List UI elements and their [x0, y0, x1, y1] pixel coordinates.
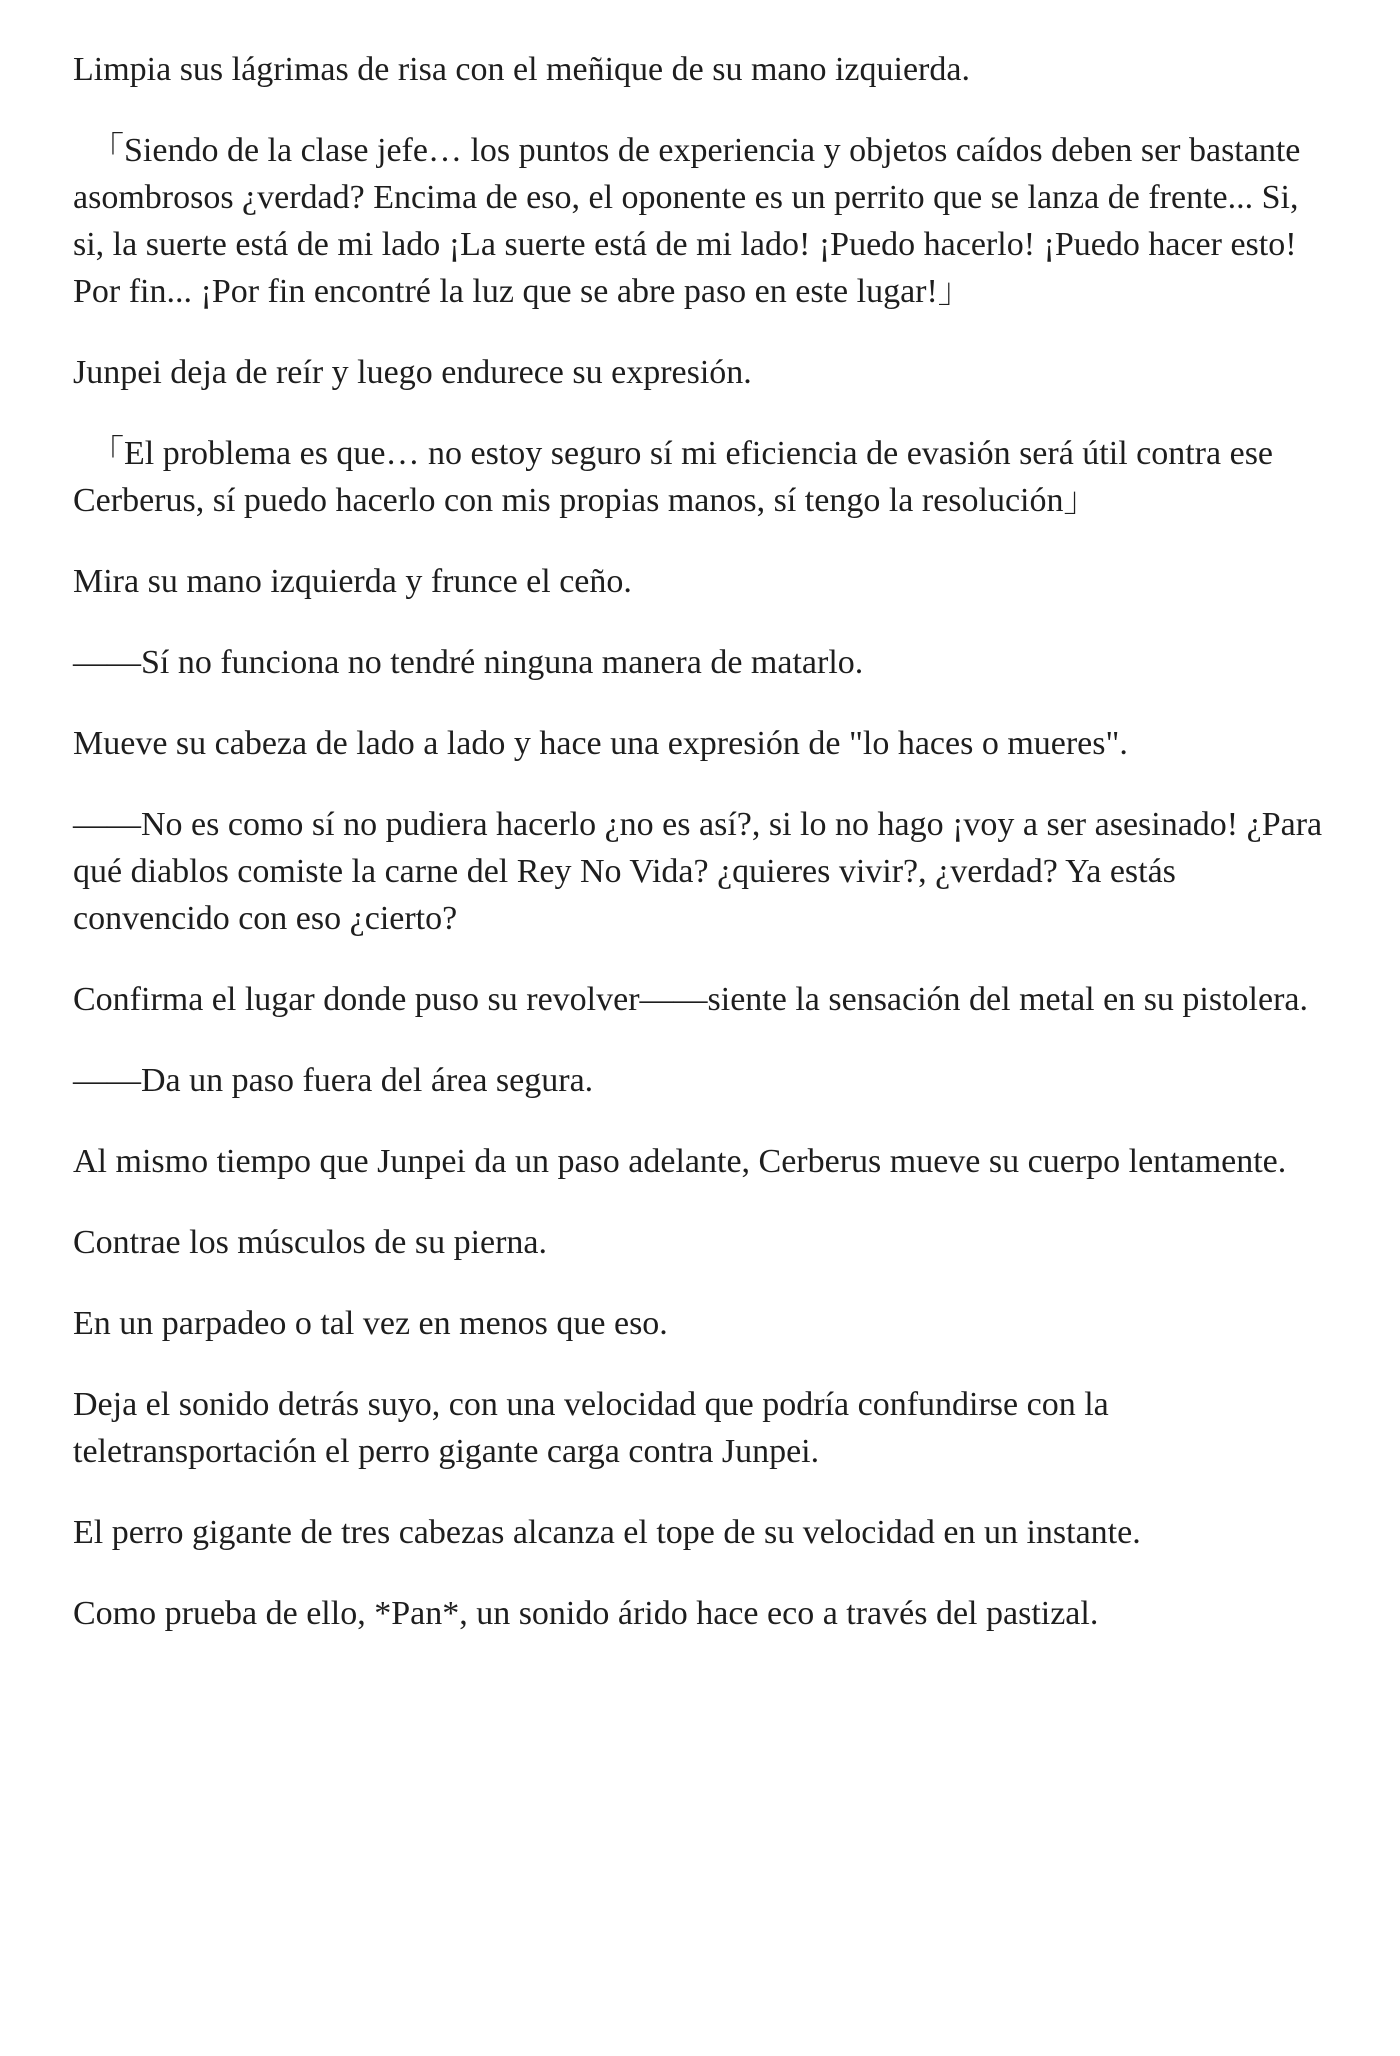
paragraph-14: Deja el sonido detrás suyo, con una velocidad que podría confundirse con la teletransportación el perro gigante carga contra Junpei. — [73, 1386, 1109, 1470]
paragraph-13: En un parpadeo o tal vez en menos que eso. — [73, 1305, 668, 1342]
paragraph-1: Limpia sus lágrimas de risa con el meñique de su mano izquierda. — [73, 51, 970, 88]
paragraph-8: ——No es como sí no pudiera hacerlo ¿no es así?, si lo no hago ¡voy a ser asesinado! ¿Para qué diablos comiste la carne del Rey No Vida? ¿quieres vivir?, ¿verdad? Ya estás convencido con eso ¿cierto? — [73, 806, 1323, 937]
paragraph-2: 「Siendo de la clase jefe… los puntos de experiencia y objetos caídos deben ser bastante asombrosos ¿verdad? Encima de eso, el oponente es un perrito que se lanza de frente... Si, si, la suerte está de mi lado ¡La suerte está de mi lado! ¡Puedo hacerlo! ¡Puedo hacer esto! Por fin... ¡Por fin encontré la luz que se abre paso en este lugar!」 — [73, 132, 1301, 310]
paragraph-5: Mira su mano izquierda y frunce el ceño. — [73, 563, 632, 600]
paragraph-6: ——Sí no funciona no tendré ninguna manera de matarlo. — [73, 644, 864, 681]
paragraph-11: Al mismo tiempo que Junpei da un paso adelante, Cerberus mueve su cuerpo lentamente. — [73, 1143, 1287, 1180]
paragraph-15: El perro gigante de tres cabezas alcanza el tope de su velocidad en un instante. — [73, 1514, 1141, 1551]
paragraph-12: Contrae los músculos de su pierna. — [73, 1224, 548, 1261]
paragraph-3: Junpei deja de reír y luego endurece su expresión. — [73, 354, 752, 391]
paragraph-10: ——Da un paso fuera del área segura. — [73, 1062, 594, 1099]
paragraph-9: Confirma el lugar donde puso su revolver——siente la sensación del metal en su pistolera. — [73, 981, 1309, 1018]
paragraph-4: 「El problema es que… no estoy seguro sí mi eficiencia de evasión será útil contra ese Cerberus, sí puedo hacerlo con mis propias manos, sí tengo la resolución」 — [73, 435, 1274, 519]
paragraph-16: Como prueba de ello, *Pan*, un sonido árido hace eco a través del pastizal. — [73, 1595, 1099, 1632]
document-page — [73, 46, 1338, 1671]
paragraph-7: Mueve su cabeza de lado a lado y hace una expresión de "lo haces o mueres". — [73, 725, 1128, 762]
